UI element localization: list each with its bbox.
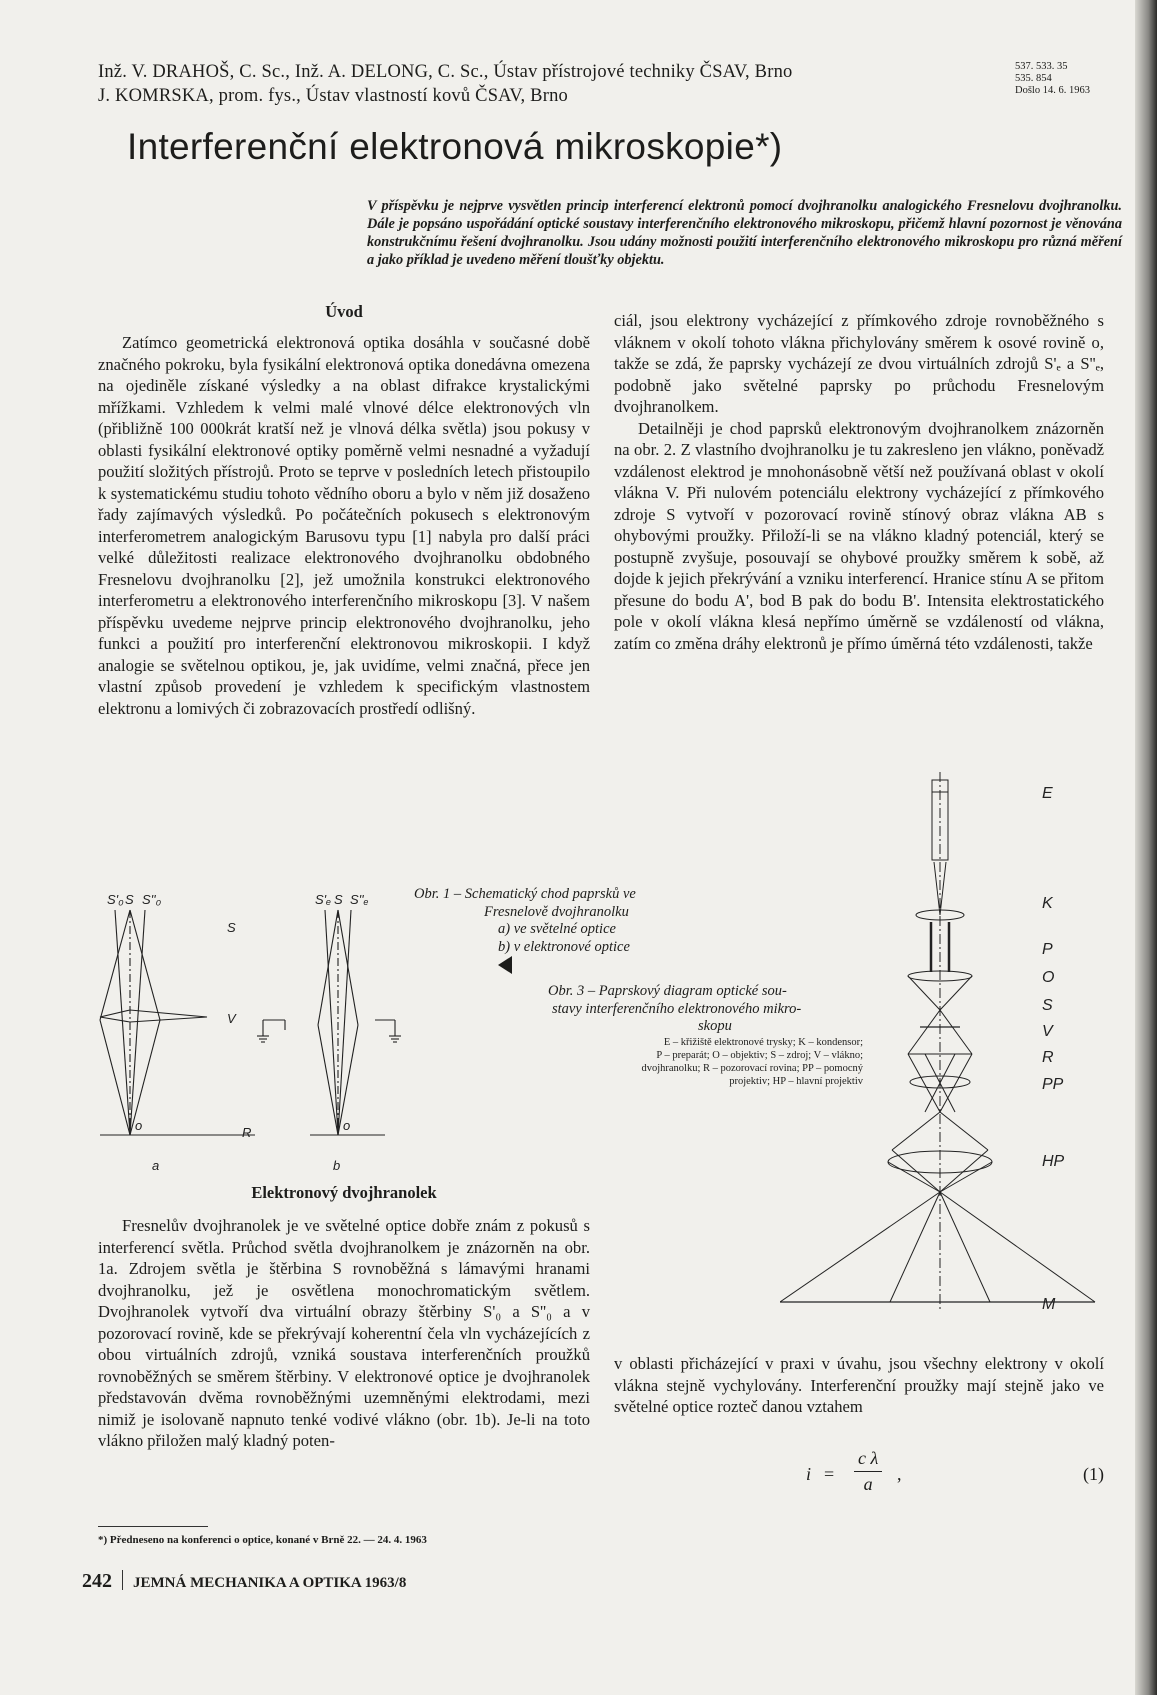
label-s: S [125, 892, 134, 907]
figure-3-diagram [780, 772, 1120, 1322]
figure-3-legend-line-3: dvojhranolku; R – pozorovací rovina; PP – pomocný [641, 1063, 863, 1074]
label-s-mid: S [227, 920, 236, 935]
udc-block [1015, 61, 1090, 97]
equation-numerator: c λ [854, 1448, 882, 1472]
label-k: K [1042, 895, 1053, 912]
page-footer [82, 1570, 406, 1593]
label-e: E [1042, 785, 1053, 802]
equation-number: (1) [1083, 1464, 1104, 1484]
figure-3-legend-line-1: E – křižiště elektronové trysky; K – kondensor; [663, 1037, 863, 1048]
right-column-top [614, 310, 1104, 654]
figure-1-diagram [95, 880, 415, 1180]
authors [98, 60, 792, 108]
figure-1-caption-line-1: Obr. 1 – Schematický chod paprsků ve [414, 886, 636, 902]
ray-a-1 [100, 910, 130, 1020]
right-paragraph-3: v oblasti přicházející v praxi v úvahu, jsou všechny elektrony v okolí vlákna stejně vychylovány. Interferenční proužky mají stejně jako ve světelné optice rozteč danou vztahem [614, 1354, 1104, 1416]
udc-code-2: 535. 854 [1015, 73, 1052, 84]
label-hp: HP [1042, 1153, 1065, 1170]
label-p: P [1042, 941, 1053, 958]
label-o-b: o [343, 1118, 351, 1133]
intro-heading: Úvod [325, 302, 363, 321]
label-pp: PP [1042, 1076, 1064, 1093]
equation-fraction [854, 1448, 882, 1495]
figure-1-caption [414, 886, 664, 956]
received-date: Došlo 14. 6. 1963 [1015, 85, 1090, 96]
label-a: a [152, 1158, 160, 1173]
figure-3-caption-line-2: stavy interferenčního elektronového mikro- [552, 1000, 802, 1017]
figure-3-legend-line-2: P – preparát; O – objektiv; S – zdroj; V – vlákno; [656, 1050, 863, 1061]
label-se-double-prime: S''ₑ [350, 892, 369, 907]
footnote: *) Předneseno na konferenci o optice, konané v Brně 22. — 24. 4. 1963 [98, 1534, 427, 1546]
author-line-2: J. KOMRSKA, prom. fys., Ústav vlastností kovů ČSAV, Brno [98, 86, 568, 106]
figure-1-caption-line-4: b) v elektronové optice [498, 938, 630, 955]
label-o-a: o [135, 1118, 143, 1133]
figure-3-caption-line-1: Obr. 3 – Paprskový diagram optické sou- [548, 983, 787, 999]
right-column-bottom [614, 1353, 1104, 1418]
biprism-a [100, 1010, 207, 1022]
figure-1-caption-line-3: a) ve světelné optice [498, 921, 616, 937]
label-s0-prime: S'₀ [107, 892, 124, 907]
ray-a-right [130, 910, 145, 1135]
ray-b-2 [338, 910, 358, 1025]
label-v: V [1042, 1023, 1053, 1040]
label-r: R [242, 1125, 252, 1140]
label-v: V [227, 1011, 236, 1026]
author-line-1: Inž. V. DRAHOŠ, C. Sc., Inž. A. DELONG, C. Sc., Ústav přístrojové techniky ČSAV, Brno [98, 62, 793, 82]
label-m: M [1042, 1296, 1056, 1313]
ray-a-2 [130, 910, 160, 1020]
biprism-text [98, 1215, 590, 1452]
figure-3-legend-line-4: projektiv; HP – hlavní projektiv [729, 1076, 863, 1087]
ray-b-1 [318, 910, 338, 1025]
arrow-left-icon [498, 956, 512, 974]
right-paragraph-1: ciál, jsou elektrony vycházející z přímkového zdroje rovnoběžného s vláknem v okolí tohoto vlákna přichylovány směrem k osové rovině o, takže se zdá, že paprsky vycházejí ze dvou virtuálních zdrojů S'ₑ a S''ₑ, podobně jako světelné paprsky po průchodu Fresnelovým dvojhranolkem. [614, 311, 1104, 416]
label-s0-double-prime: S''₀ [142, 892, 162, 907]
journal-name: JEMNÁ MECHANIKA A OPTIKA 1963/8 [133, 1575, 407, 1591]
page-edge-shadow [1135, 0, 1157, 1695]
article-title: Interferenční elektronová mikroskopie*) [127, 126, 783, 167]
figure-3-labels [1042, 785, 1065, 1313]
biprism-heading: Elektronový dvojhranolek [251, 1183, 437, 1202]
label-o: O [1042, 969, 1055, 986]
udc-code-1: 537. 533. 35 [1015, 61, 1068, 72]
equation-comma: , [897, 1464, 902, 1484]
label-s: S [1042, 997, 1053, 1014]
equation-denominator: a [863, 1474, 873, 1494]
intro-paragraph: Zatímco geometrická elektronová optika dosáhla v současné době značného pokroku, byla fysikální elektronová optika donedávna omezena na ojediněle získané výsledky a na oblast difrakce krystalickými mřížkami. Vzhledem k velmi malé vlnové délce elektronových vln (přibližně 100 000krát kratší než je vlnová délka světla) jsou pokusy v oblasti fysikální elektronové optiky poměrně velmi nesnadné a vyžadují použití složitých přístrojů. Proto se teprve v posledních letech přistoupilo k systematickému studiu tohoto vědního oboru a bylo v něm již dosaženo řady zajímavých výsledků. Po počátečních pokusech s elektronovým interferometrem analogickým Barusovu typu [1] nabyla pro další práci velké důležitosti realizace elektronového dvojhranolku obdobného Fresnelovu dvojhranolku [2], jež umožnila konstrukci elektronového interferometru a elektronového interferenčního mikroskopu [3]. V našem příspěvku uvedeme nejprve princip elektronového dvojhranolku, jeho funkci a použití pro interferenční elektronovou mikroskopii. I když analogie se světelnou optikou, je, jak uvidíme, velmi značná, přece jen vlastní způsob provedení je vzhledem k specifickým vlastnostem elektronu a lomivých či zobrazovacích prostředí odlišný. [98, 333, 590, 718]
label-b: b [333, 1158, 341, 1173]
intro-text [98, 332, 590, 719]
label-s-b: S [334, 892, 343, 907]
right-paragraph-2: Detailněji je chod paprsků elektronovým dvojhranolkem znázorněn na obr. 2. Z vlastního dvojhranolku je tu zakresleno jen vlákno, poněvadž vzdálenost elektrod je mnohonásobně větší než používaná oblast v okolí vlákna V. Při nulovém potenciálu elektrony vycházející z přímkového zdroje S vytvoří v pozorovací rovině stínový obraz vlákna AB s ohybovými proužky. Přiloží-li se na vlákno kladný potenciál, který se postupně zvyšuje, posouvají se ohybové proužky směrem k sobě, až dojde k jejich překrývání a vzniku interferencí. Hranice stínu A se přitom přesune do bodu A', bod B pak do bodu B'. Intensita elektrostatického pole v okolí vlákna klesá nepřímo úměrně se vzdáleností od vlákna, zatím co změna dráhy elektronů je přímo úměrná této vzdálenosti, takže [614, 418, 1104, 653]
equation-lhs: i [806, 1464, 812, 1484]
ray-a-left [115, 910, 130, 1135]
abstract: V příspěvku je nejprve vysvětlen princip interferencí elektronů pomocí dvojhranolku analogického Fresnelovu dvojhranolku. Dále je popsáno uspořádání optické soustavy interferenčního elektronového mikroskopu, přičemž hlavní pozornost je věnována konstrukčnímu řešení dvojhranolku. Jsou udány možnosti použití interferenčního elektronového mikroskopu pro různá měření a jako příklad je uvedeno měření tloušťky objektu. [367, 198, 1122, 268]
biprism-paragraph: Fresnelův dvojhranolek je ve světelné optice dobře znám z pokusů s interferencí světla. Průchod světla dvojhranolkem je znázorněn na obr. 1a. Zdrojem světla je štěrbina S rovnoběžná s lámavými hranami dvojhranolku, jež je osvětlena monochromatickým světlem. Dvojhranolek vytvoří dva virtuální obrazy štěrbiny S'₀ a S''₀ a v pozorovací rovině, kde se překrývají koherentní čela vln vycházejících z obou virtuálních zdrojů, vzniká soustava interferenčních proužků rovnoběžných se směrem štěrbiny. V elektronové optice je dvojhranolek představován dvěma rovnoběžnými uzemněnými elektrodami, mezi nimiž je isolovaně napnuto tenké vodivé vlákno (obr. 1b). Je-li na toto vlákno přiložen malý kladný poten- [98, 1216, 590, 1450]
footer-divider [122, 1570, 123, 1590]
ray-a-3 [100, 1020, 130, 1135]
figure-3-caption-line-3: skopu [698, 1018, 732, 1034]
footnote-rule [98, 1526, 208, 1527]
equation-equals: = [824, 1464, 835, 1484]
figure-1-caption-line-2: Fresnelově dvojhranolku [484, 903, 629, 920]
label-r: R [1042, 1049, 1054, 1066]
page-number: 242 [82, 1570, 112, 1592]
label-se-prime: S'ₑ [315, 892, 332, 907]
